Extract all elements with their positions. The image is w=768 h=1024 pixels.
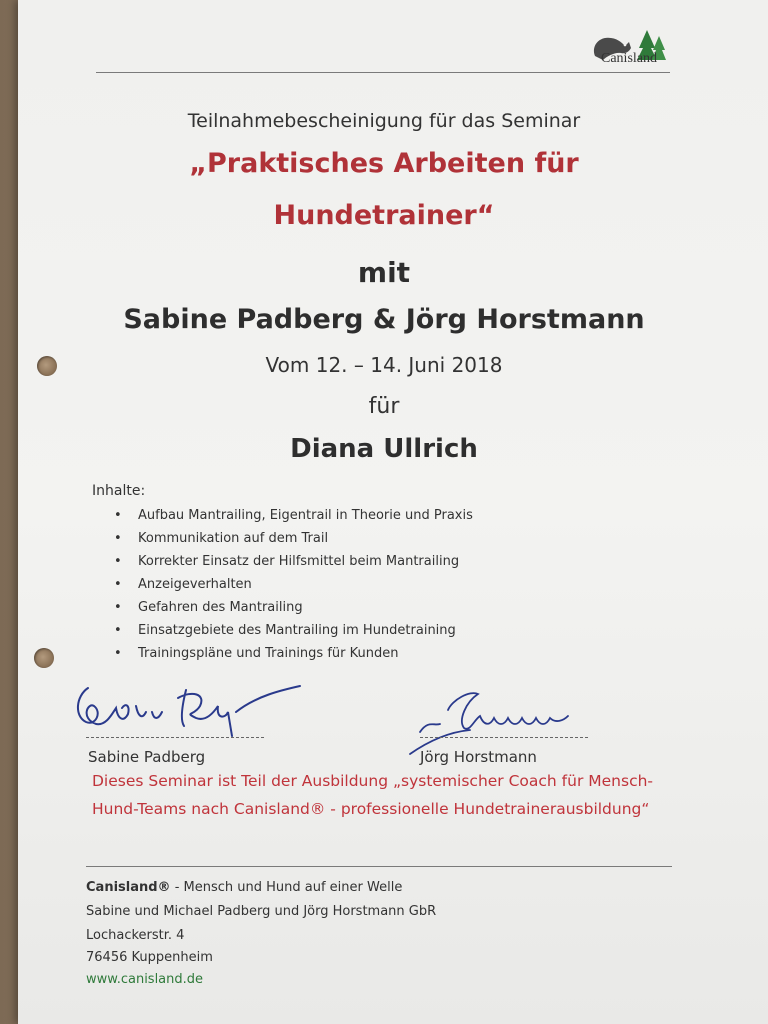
list-item: • Aufbau Mantrailing, Eigentrail in Theorie und Praxis — [112, 504, 473, 527]
punch-hole-bottom — [34, 648, 54, 668]
with-label: mit — [357, 256, 411, 289]
contents-list — [112, 504, 473, 665]
list-item: • Anzeigeverhalten — [112, 573, 473, 596]
signature-line-left — [86, 737, 264, 738]
seminar-dates: Vom 12. – 14. Juni 2018 — [265, 353, 503, 377]
contents-heading: Inhalte: — [92, 483, 146, 499]
seminar-title-line2: Hundetrainer“ — [273, 200, 495, 231]
for-label: für — [368, 394, 400, 419]
footer-website-link[interactable]: www.canisland.de — [86, 972, 204, 987]
logo-wordmark: Canisland — [601, 51, 657, 66]
signature-sabine-padberg — [66, 676, 316, 746]
list-item: • Gefahren des Mantrailing — [112, 596, 473, 619]
seminar-title-line1: „Praktisches Arbeiten für — [189, 148, 579, 179]
list-item: • Einsatzgebiete des Mantrailing im Hundetraining — [112, 619, 473, 642]
list-item: • Kommunikation auf dem Trail — [112, 527, 473, 550]
footer-divider — [86, 866, 672, 867]
footer-company: Sabine und Michael Padberg und Jörg Horstmann GbR — [86, 904, 437, 919]
list-item: • Korrekter Einsatz der Hilfsmittel beim Mantrailing — [112, 550, 473, 573]
program-note-line1: Dieses Seminar ist Teil der Ausbildung „systemischer Coach für Mensch- — [92, 772, 654, 790]
program-note-line2: Hund-Teams nach Canisland® - professionelle Hundetrainerausbildung“ — [92, 800, 650, 818]
instructor-names: Sabine Padberg & Jörg Horstmann — [123, 304, 645, 335]
signature-line-right — [420, 737, 588, 738]
signature-name-right: Jörg Horstmann — [420, 748, 537, 766]
canisland-logo — [585, 26, 671, 68]
recipient-name: Diana Ullrich — [290, 434, 478, 464]
header-divider — [96, 72, 670, 73]
footer-tagline: - Mensch und Hund auf einer Welle — [170, 880, 403, 895]
footer-street: Lochackerstr. 4 — [86, 928, 185, 943]
footer-city: 76456 Kuppenheim — [86, 950, 213, 965]
footer-tagline-line — [86, 880, 402, 895]
signature-name-left: Sabine Padberg — [88, 748, 206, 766]
list-item: • Trainingspläne und Trainings für Kunden — [112, 642, 473, 665]
footer-brand: Canisland® — [86, 880, 171, 895]
certificate-intro: Teilnahmebescheinigung für das Seminar — [187, 110, 581, 132]
